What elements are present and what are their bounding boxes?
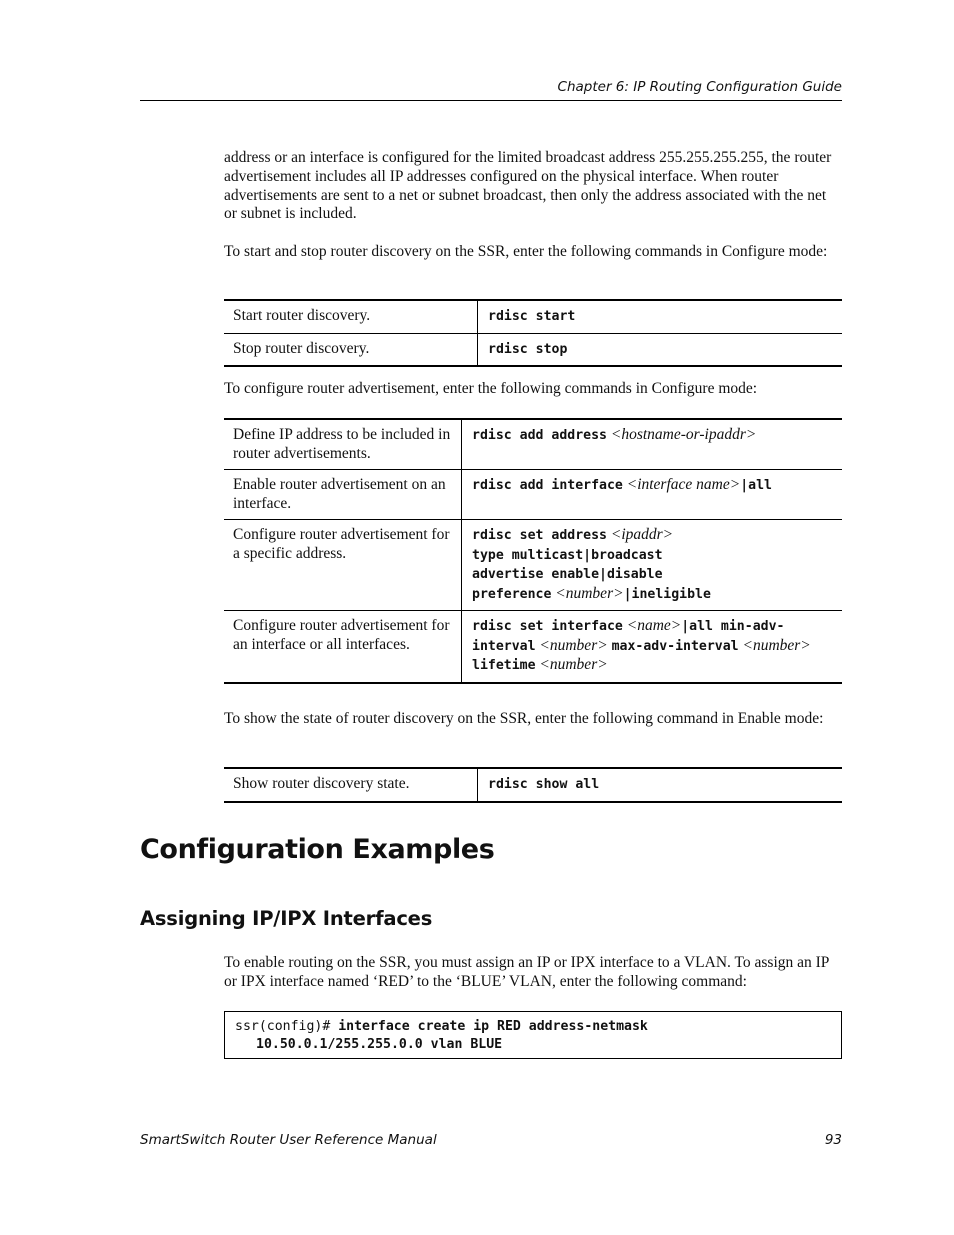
table-cell-command <box>462 470 843 520</box>
table-show-state <box>224 767 842 803</box>
table-row <box>224 520 842 611</box>
table-cell-command <box>478 300 843 333</box>
table-cell-description: Define IP address to be included in router advertisements. <box>224 419 462 470</box>
command-text: type multicast|broadcast <box>472 547 663 563</box>
table-cell-command <box>462 611 843 683</box>
table-row <box>224 333 842 366</box>
command-text: rdisc show all <box>488 777 600 792</box>
command-argument: <interface name> <box>626 476 741 493</box>
table-cell-description: Configure router advertisement for an interface or all interfaces. <box>224 611 462 683</box>
table-cell-description: Show router discovery state. <box>224 768 478 802</box>
paragraph-show-state: To show the state of router discovery on the SSR, enter the following command in Enable mode: <box>224 710 824 727</box>
running-header: Chapter 6: IP Routing Configuration Guide <box>557 79 842 95</box>
footer-manual-title: SmartSwitch Router User Reference Manual <box>140 1132 437 1148</box>
paragraph-advertisement: To configure router advertisement, enter the following commands in Configure mode: <box>224 380 758 397</box>
code-line: 10.50.0.1/255.255.0.0 vlan BLUE <box>256 1036 503 1052</box>
command-argument: <number> <box>555 584 624 602</box>
paragraph-start-stop: To start and stop router discovery on the SSR, enter the following commands in Configure mode: <box>224 243 828 260</box>
command-text: rdisc set interface <box>472 619 623 634</box>
command-argument: <number> <box>539 636 608 654</box>
command-text: rdisc set address <box>472 528 607 543</box>
table-row <box>224 611 842 683</box>
footer-page-number: 93 <box>824 1132 842 1148</box>
command-text: max-adv-interval <box>611 638 739 654</box>
table-start-stop <box>224 299 842 367</box>
command-text: |all min-adv- <box>681 619 785 634</box>
table-cell-description: Enable router advertisement on an interface. <box>224 470 462 520</box>
code-prompt: ssr(config)# <box>235 1019 331 1034</box>
code-line <box>235 1018 831 1036</box>
paragraph-broadcast: address or an interface is configured for the limited broadcast address 255.255.255.255, the router advertisement includes all IP addresses configured on the physical interface. When router advertisements are sent to a net or subnet broadcast, then only the address associated with the net or subnet is included. <box>224 149 832 223</box>
code-command: interface create ip RED address-netmask <box>338 1019 648 1034</box>
command-text: rdisc start <box>488 309 576 324</box>
table-cell-description: Configure router advertisement for a specific address. <box>224 520 462 611</box>
table-cell-command <box>462 520 843 611</box>
table-cell-description: Stop router discovery. <box>224 333 478 366</box>
header-rule <box>140 100 842 101</box>
table-cell-command <box>478 768 843 802</box>
command-argument: <ipaddr> <box>610 526 674 543</box>
command-text: |ineligible <box>623 586 711 602</box>
table-row <box>224 300 842 333</box>
command-argument: <number> <box>539 656 608 673</box>
table-advertisement <box>224 418 842 684</box>
table-cell-command <box>462 419 843 470</box>
command-text: rdisc add interface <box>472 478 623 493</box>
command-argument: <hostname-or-ipaddr> <box>610 426 757 443</box>
table-row <box>224 419 842 470</box>
command-text: preference <box>472 586 552 602</box>
command-argument: <number> <box>742 636 811 654</box>
command-argument: <name> <box>626 617 682 634</box>
command-text: lifetime <box>472 658 536 673</box>
paragraph-assign-interface: To enable routing on the SSR, you must assign an IP or IPX interface to a VLAN. To assign an IP or IPX interface named ‘RED’ to the ‘BLUE’ VLAN, enter the following command: <box>224 954 829 990</box>
command-text: |all <box>740 478 772 493</box>
command-text: interval <box>472 638 536 654</box>
table-row <box>224 768 842 802</box>
table-cell-description: Start router discovery. <box>224 300 478 333</box>
subsection-heading: Assigning IP/IPX Interfaces <box>140 907 433 930</box>
table-row <box>224 470 842 520</box>
command-text: rdisc stop <box>488 341 568 357</box>
table-cell-command <box>478 333 843 366</box>
command-text: advertise enable|disable <box>472 567 663 582</box>
section-heading: Configuration Examples <box>140 834 495 865</box>
command-text: rdisc add address <box>472 428 607 443</box>
code-example-box <box>224 1011 842 1059</box>
